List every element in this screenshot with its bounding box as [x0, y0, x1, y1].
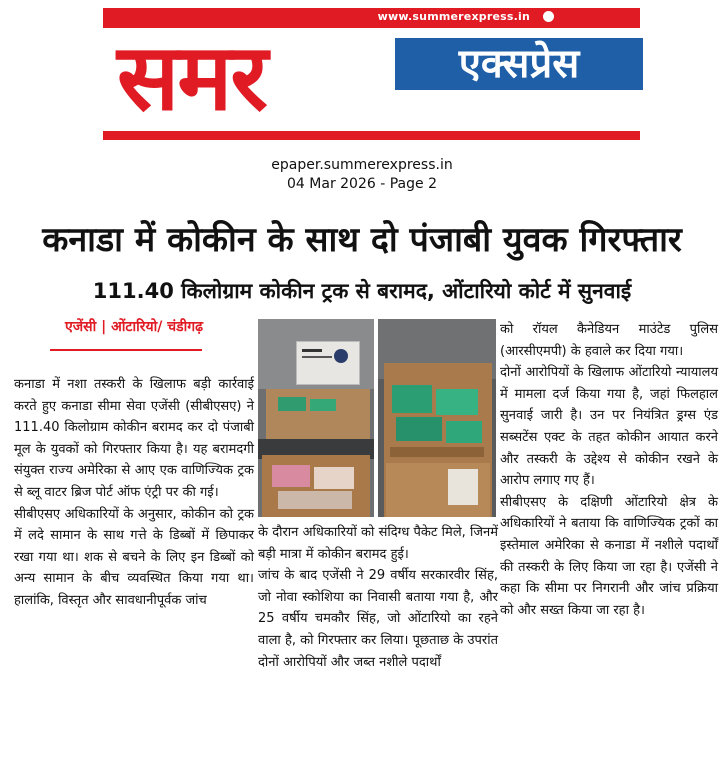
article-photo-boxes	[258, 319, 374, 517]
masthead	[103, 8, 640, 139]
circle-icon	[543, 11, 554, 22]
byline-divider	[50, 349, 202, 351]
article-paragraph: कनाडा में नशा तस्करी के खिलाफ बड़ी कार्रवाई करते हुए कनाडा सीमा सेवा एजेंसी (सीबीएसए) ने 111.40 किलोग्राम कोकीन बरामद कर दो पंजाबी मूल के युवकों को गिरफ्तार किया है। यह बरामदगी संयुक्त राज्य अमेरिका से आए एक वाणिज्यिक ट्रक से ब्लू वाटर ब्रिज पोर्ट ऑफ एंट्री पर की गई।	[14, 377, 254, 500]
article-paragraph: सीबीएसए के दक्षिणी ओंटारियो क्षेत्र के अधिकारियों ने बताया कि वाणिज्यिक ट्रकों का इस्तेमाल अमेरिका से कनाडा में नशीले पदार्थों की तस्करी के लिए किया जा रहा है। एजेंसी ने कहा कि सीमा पर निगरानी और जांच प्रक्रिया को और सख्त किया जा रहा है।	[500, 494, 718, 618]
article-paragraph: को रॉयल कैनेडियन माउंटेड पुलिस (आरसीएमपी) के हवाले कर दिया गया।	[500, 322, 718, 359]
article-paragraph: के दौरान अधिकारियों को संदिग्ध पैकेट मिले, जिनमें बड़ी मात्रा में कोकीन बरामद हुई।	[258, 525, 498, 562]
article-column-3	[500, 319, 718, 621]
article-byline: एजेंसी | ओंटारियो/ चंडीगढ़	[65, 319, 203, 335]
article-subheadline: 111.40 किलोग्राम कोकीन ट्रक से बरामद, ओंटारियो कोर्ट में सुनवाई	[92, 279, 632, 303]
article-paragraph: सीबीएसए अधिकारियों के अनुसार, कोकीन को ट्रक में लदे सामान के साथ गत्ते के डिब्बों में छिपाकर रखा गया था। शक से बचने के लिए इन डिब्बों को अन्य सामान के बीच व्यवस्थित किया गया था। हालांकि, विस्तृत और सावधानीपूर्वक जांच	[14, 506, 254, 608]
masthead-subtitle: एक्सप्रेस	[395, 38, 643, 90]
masthead-url: www.summerexpress.in	[377, 10, 530, 23]
article-paragraph: जांच के बाद एजेंसी ने 29 वर्षीय सरकारवीर सिंह, जो नोवा स्कोशिया का निवासी बताया गया है, और 25 वर्षीय चमकौर सिंह, जो ओंटारियो का रहने वाला है, को गिरफ्तार कर लिया। पूछताछ के उपरांत दोनों आरोपियों और जब्त नशीले पदार्थों	[258, 568, 498, 670]
edition-site: epaper.summerexpress.in	[271, 157, 453, 173]
article-photo-packages	[378, 319, 496, 517]
article-headline: कनाडा में कोकीन के साथ दो पंजाबी युवक गिरफ्तार	[42, 220, 682, 260]
article-column-2	[258, 522, 498, 673]
edition-date-page: 04 Mar 2026 - Page 2	[287, 176, 437, 192]
article-column-1	[14, 374, 254, 612]
masthead-bottom-bar	[103, 131, 640, 140]
masthead-title: समर	[117, 23, 266, 131]
article-paragraph: दोनों आरोपियों के खिलाफ ओंटारियो न्यायालय में मामला दर्ज किया गया है, जहां फिलहाल सुनवाई जारी है। उन पर नियंत्रित ड्रग्स एंड सब्सटेंस एक्ट के तहत कोकीन आयात करने और तस्करी के उद्देश्य से कोकीन रखने के आरोप लगाए गए हैं।	[500, 365, 718, 489]
